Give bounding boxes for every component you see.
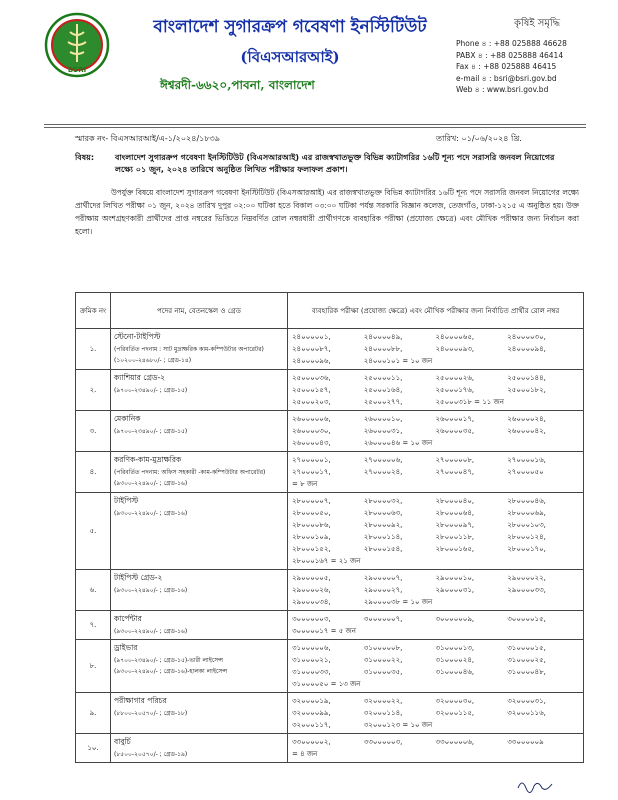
org-header — [120, 14, 460, 97]
row-post — [111, 452, 288, 493]
memo-reference: স্মারক নং- বিএসআরআই/এ-১/২০২৪/১৮৩৯ — [75, 134, 220, 143]
roll-grid — [292, 736, 579, 760]
header-divider-2 — [44, 127, 586, 128]
post-name: কার্পেন্টার — [114, 614, 142, 623]
contact-email[interactable]: e-mail ৪ : bsri@bsri.gov.bd — [456, 73, 557, 83]
roll-number: ৩০০০০০০৭, — [363, 615, 403, 623]
roll-number: ২৭০০০০১৭, — [292, 468, 331, 476]
row-rolls — [288, 329, 584, 370]
table-row — [76, 570, 584, 611]
post-name: স্টেনো-টাইপিস্ট — [114, 332, 161, 341]
roll-grid — [292, 642, 579, 690]
roll-number: ৩২০০০০৩০, — [435, 697, 475, 705]
roll-number: ২৭০০০০০১, — [292, 456, 331, 464]
roll-number: ৩২০০০০৩১, — [507, 697, 546, 705]
roll-number: ৩০০০০০০৯, — [435, 615, 475, 623]
roll-number: ২৬০০০০৩০, — [292, 427, 331, 435]
row-post — [111, 411, 288, 452]
roll-number: ২৬০০০০৪২, — [507, 427, 546, 435]
post-name: ক্যাশিয়ার গ্রেড-২ — [114, 373, 166, 382]
org-address: ঈশ্বরদী-৬৬২০,পাবনা, বাংলাদেশ — [160, 78, 315, 92]
row-serial: ৬. — [76, 570, 111, 611]
roll-number: ২৮০০০০০৭, — [292, 497, 331, 505]
roll-number: ৩৩০০০০০৩, — [363, 738, 403, 746]
roll-number: ২৬০০০০২৪, — [507, 415, 546, 423]
roll-number: ৩০০০০০১৫, — [507, 615, 546, 623]
roll-number: ৩১০০০০৪৬, — [435, 668, 475, 676]
roll-number: ৩১০০০০৫০ = ১৩ জন — [292, 680, 361, 688]
row-serial: ৪. — [76, 452, 111, 493]
roll-grid — [292, 613, 579, 637]
subject-block — [75, 152, 565, 176]
roll-number: ৩১০০০০৩৩, — [292, 668, 331, 676]
bsri-logo — [44, 12, 110, 78]
roll-number: ২৫০০০০৩৬, — [292, 374, 331, 382]
post-scale: (৯৭০০-২৩৪৯০/- ; গ্রেড-১৫) — [114, 387, 188, 394]
roll-number: ২৯০০০০২৬, — [292, 586, 331, 594]
roll-number: ২৪০০০০৯৪, — [507, 345, 546, 353]
row-rolls — [288, 370, 584, 411]
roll-number: ২৯০০০০১০, — [435, 574, 475, 582]
roll-number: ২৮০০০১৭০, — [507, 545, 546, 553]
roll-number: ২৪০০০০০১, — [292, 333, 331, 341]
roll-number: ২৫০০০৩১৮ = ১১ জন — [435, 398, 504, 406]
roll-number: ২৪০০০০৮৭, — [292, 345, 331, 353]
roll-number: ২৬০০০০৩১, — [363, 427, 403, 435]
row-rolls — [288, 640, 584, 693]
roll-number: ২৭০০০০১৬, — [507, 456, 546, 464]
roll-number: ২৯০০০০২৭, — [363, 586, 403, 594]
roll-number: ২৮০০০০৬৪, — [435, 509, 475, 517]
roll-number: ২৮০০০১৫২, — [292, 545, 331, 553]
contact-web[interactable]: Web ৪ : www.bsri.gov.bd — [456, 85, 549, 94]
table-row — [76, 329, 584, 370]
roll-number: ২৭০০০০২৪, — [363, 468, 403, 476]
roll-number: ২৪০০০০৯৬, — [292, 357, 331, 365]
row-post — [111, 693, 288, 734]
post-name: মেকানিক — [114, 414, 141, 423]
roll-number: ৩২০০০১১৭, — [292, 721, 331, 729]
roll-number: ২৮০০০০৮৬, — [292, 521, 331, 529]
roll-number: ৩১০০০০৩৫, — [363, 668, 403, 676]
subject-label: বিষয়: — [75, 153, 95, 162]
post-scale: (৯৩০০-২২৪৯০/- ; গ্রেড-১৬) — [114, 480, 188, 487]
roll-number: ২৫০০০১৪৪, — [507, 374, 546, 382]
post-name: টাইপিস্ট গ্রেড-২ — [114, 573, 163, 582]
post-scale: (৯৩০০-২২৪৯০/- ; গ্রেড-১৬)-হালকা লাইসেন্স — [114, 668, 228, 675]
row-rolls — [288, 693, 584, 734]
header-post: পদের নাম, বেতনস্কেল ও গ্রেড — [111, 293, 288, 329]
contact-pabx: PABX ৪ : +88 025888 46414 — [456, 50, 564, 60]
roll-number: ৩২০০০১২৩ = ১০ জন — [363, 721, 433, 729]
roll-number: ২৫০০০১৮২, — [507, 386, 546, 394]
roll-number: ২৮০০০০৪৬, — [507, 497, 546, 505]
row-serial: ৭. — [76, 611, 111, 640]
table-header-row — [76, 293, 584, 329]
roll-number: ২৬০০০০০৬, — [292, 415, 331, 423]
roll-number: ২৮০০০০৩২, — [363, 497, 403, 505]
row-rolls — [288, 493, 584, 570]
row-rolls — [288, 411, 584, 452]
roll-number: ৩২০০০০৯৯, — [292, 709, 331, 717]
roll-number: ৩১০০০০৪৮, — [507, 668, 546, 676]
row-post — [111, 611, 288, 640]
roll-number: ২৮০০০১৬৭ = ২১ জন — [292, 557, 361, 565]
roll-number: ২৮০০০০৯২, — [363, 521, 403, 529]
roll-number: ৩০০০০০১৭ = ৫ জন — [292, 627, 356, 635]
roll-number: ৩২০০০০২২, — [363, 697, 403, 705]
row-serial: ৮. — [76, 640, 111, 693]
roll-number: ২৭০০০০০৮, — [435, 456, 475, 464]
post-scale: (৮৫০০-২০৫৭০/- ; গ্রেড-১৯) — [114, 751, 188, 758]
roll-number: ২৪০০০০৪৯, — [363, 333, 403, 341]
row-post — [111, 370, 288, 411]
roll-number: ২৬০০০০৩৫, — [435, 427, 475, 435]
roll-number: ২৪০০০০৬৫, — [435, 333, 475, 341]
roll-number: ২৮০০০১২৪, — [507, 533, 546, 541]
roll-number: ২৭০০০০৪৭, — [435, 468, 475, 476]
table-row — [76, 411, 584, 452]
roll-number: ২৪০০০০৯৩, — [435, 345, 475, 353]
roll-number: ২৫০০০০১১, — [363, 374, 403, 382]
roll-number: ২৮০০০১১৮, — [435, 533, 475, 541]
roll-number: = ৪ জন — [292, 750, 318, 758]
roll-grid — [292, 454, 579, 490]
row-rolls — [288, 734, 584, 763]
roll-number: ২৪০০০০৩০, — [507, 333, 546, 341]
header-divider — [44, 124, 586, 125]
roll-number: ২৯০০০০৩৮ = ১০ জন — [363, 598, 433, 606]
table-row — [76, 611, 584, 640]
roll-number: ৩৩০০০০০২, — [292, 738, 331, 746]
table-row — [76, 693, 584, 734]
table-row — [76, 370, 584, 411]
roll-number: ৩০০০০০০৩, — [292, 615, 331, 623]
roll-number: ২৮০০০০৬৩, — [363, 509, 403, 517]
roll-number: ৩১০০০০২২, — [363, 656, 403, 664]
contact-fax: Fax ৪ : +88 025888 46415 — [456, 62, 557, 71]
post-scale: (১০২০০-২৪৬৮০/- ; গ্রেড-১৪) — [114, 357, 192, 364]
roll-number: ৩২০০০০১৯, — [292, 697, 331, 705]
roll-number: ২৬০০০০১০, — [363, 415, 403, 423]
row-rolls — [288, 452, 584, 493]
roll-number: ৩১০০০০০৬, — [292, 644, 331, 652]
roll-number: ২৭০০০০০৬, — [363, 456, 403, 464]
post-scale: (৯৩০০-২২৪৯০/- ; গ্রেড-১৬) — [114, 510, 188, 517]
signature — [516, 776, 556, 794]
roll-number: ৩১০০০০১৩, — [435, 644, 475, 652]
roll-number: ২৮০০০১১৪, — [363, 533, 403, 541]
logo-text: BSRI — [67, 66, 87, 74]
roll-number: = ৮ জন — [292, 480, 318, 488]
roll-number: ২৮০০০১০৯, — [292, 533, 331, 541]
row-serial: ১০. — [76, 734, 111, 763]
roll-number: ২৯০০০০৩১, — [435, 586, 475, 594]
header-serial: ক্রমিক নং — [76, 293, 111, 329]
roll-number: ২৯০০০০০৭, — [363, 574, 403, 582]
roll-number: ২৯০০০০২২, — [507, 574, 546, 582]
post-scale: (৯৩০০-২২৪৯০/- ; গ্রেড-১৬) — [114, 587, 188, 594]
roll-number: ৩১০০০০০৮, — [363, 644, 403, 652]
row-post — [111, 734, 288, 763]
roll-number: ৩২০০০১১৪, — [363, 709, 403, 717]
roll-number: ২৫০০০০২৬, — [435, 374, 475, 382]
row-serial: ৯. — [76, 693, 111, 734]
row-post — [111, 329, 288, 370]
post-name: টাইপিস্ট — [114, 496, 139, 505]
post-subtitle: (৯৭০০-২৩৪৯০/- ; গ্রেড-১৫)-ভারী লাইসেন্স — [114, 657, 223, 664]
post-subtitle: (পরিবর্তিত পদনাম: অফিস সহকারী -কাম-কম্পিউটার অপারেটর) — [114, 469, 266, 476]
roll-number: ২৯০০০০৩৪, — [292, 598, 331, 606]
roll-grid — [292, 495, 579, 567]
roll-number: ২৫০০০১৭৬, — [435, 386, 475, 394]
contact-phone: Phone ৪ : +88 025888 46628 — [456, 39, 567, 48]
org-name: বাংলাদেশ সুগারক্রপ গবেষণা ইনস্টিটিউট — [153, 17, 427, 37]
roll-number: ২৮০০০০৫০, — [292, 509, 331, 517]
memo-date: তারিখ: ০১/০৬/২০২৪ খ্রি. — [436, 134, 522, 143]
roll-number: ৩৩০০০০০৬, — [435, 738, 475, 746]
roll-number: ২৫০০০২০৩, — [292, 398, 331, 406]
post-name: পরীক্ষাগার পরিচর — [114, 696, 167, 705]
roll-number: ২৮০০০০৪০, — [435, 497, 475, 505]
row-post — [111, 640, 288, 693]
table-row — [76, 734, 584, 763]
roll-grid — [292, 572, 579, 608]
roll-number: ৩৩০০০০০৯ — [507, 738, 544, 746]
roll-number: ২৫০০০১৬৪, — [363, 386, 403, 394]
roll-number: ২৫০০০১৫৭, — [292, 386, 331, 394]
roll-number: ৩১০০০০২৫, — [507, 656, 546, 664]
org-abbr: (বিএসআরআই) — [240, 48, 340, 66]
subject-text: বাংলাদেশ সুগারক্রপ গবেষণা ইনস্টিটিউট (বিএসআরআই) এর রাজস্বখাতভুক্ত বিভিন্ন ক্যাটাগরির ১৬টি শূন্য পদে সরাসরি জনবল নিয়োগের লক্ষ্যে ০১ জুন, ২০২৪ তারিখে অনুষ্ঠিত লিখিত পরীক্ষার ফলাফল প্রকাশ। — [115, 153, 555, 174]
roll-number: ২৮০০০০৯৭, — [435, 521, 475, 529]
row-serial: ৫. — [76, 493, 111, 570]
roll-number: ২৫০০০২৭৭, — [363, 398, 403, 406]
contact-block — [456, 38, 567, 96]
table-row — [76, 493, 584, 570]
row-rolls — [288, 611, 584, 640]
roll-grid — [292, 331, 579, 367]
roll-number: ২৪০০০০৮৮, — [363, 345, 403, 353]
results-table — [75, 292, 584, 763]
roll-number: ৩২০০০১১৬, — [507, 709, 546, 717]
roll-number: ২৮০০০০৬৯, — [507, 509, 546, 517]
roll-number: ২৯০০০০০৫, — [292, 574, 331, 582]
roll-number: ২৯০০০০৩৩, — [507, 586, 546, 594]
post-scale: (৯৭০০-২৩৪৯০/- ; গ্রেড-১৫) — [114, 428, 188, 435]
org-motto: কৃষিই সমৃদ্ধি — [514, 18, 561, 29]
row-post — [111, 493, 288, 570]
roll-grid — [292, 413, 579, 449]
roll-number: ২৮০০০১৫৪, — [363, 545, 403, 553]
roll-number: ২৬০০০০১৭, — [435, 415, 475, 423]
table-row — [76, 640, 584, 693]
table-row — [76, 452, 584, 493]
header-rolls: ব্যবহারিক পরীক্ষা (প্রযোজ্য ক্ষেত্রে) এবং মৌখিক পরীক্ষার জন্য নির্বাচিত প্রার্থীর রোল নম্বর — [288, 293, 584, 329]
post-name: ড্রাইভার — [114, 643, 138, 652]
row-serial: ২. — [76, 370, 111, 411]
post-name: করণিক-কাম-মুদ্রাক্ষরিক — [114, 455, 182, 464]
roll-number: ৩১০০০০১৫, — [507, 644, 546, 652]
row-rolls — [288, 570, 584, 611]
roll-number: ২৭০০০০৫০ — [507, 468, 544, 476]
roll-number: ৩১০০০০২৪, — [435, 656, 475, 664]
roll-grid — [292, 695, 579, 731]
body-paragraph: উপর্যুক্ত বিষয়ে বাংলাদেশ সুগারক্রপ গবেষণা ইনস্টিটিউট (বিএসআরআই) এর রাজস্বখাতভুক্ত বিভিন্ন ক্যাটাগরির ১৬টি শূন্য পদে সরাসরি জনবল নিয়োগের লক্ষ্যে প্রার্থীদের লিখিত পরীক্ষা ০১ জুন, ২০২৪ তারিখ দুপুর ০২:০০ ঘটিকা হতে বিকাল ০৩:০০ ঘটিকা পর্যন্ত সরকারি বিজ্ঞান কলেজ, তেজগাঁও, ঢাকা-১২১৫ এ অনুষ্ঠিত হয়। উক্ত পরীক্ষায় অংশগ্রহণকারী প্রার্থীদের প্রাপ্ত নম্বরের ভিত্তিতে নিম্নবর্ণিত রোল নম্বরধারী প্রার্থীগণকে ব্যবহারিক পরীক্ষা (প্রযোজ্য ক্ষেত্রে) এবং মৌখিক পরীক্ষার জন্য নির্বাচন করা হলো। — [75, 188, 579, 236]
roll-number: ২৬০০০০৪৩, — [292, 439, 331, 447]
roll-number: ৩২০০০১১৫, — [435, 709, 475, 717]
post-subtitle: (পরিবর্তিত পদনাম : সাট মুদ্রাক্ষরিক কাম-কম্পিউটার অপারেটর) — [114, 346, 264, 353]
roll-number: ৩১০০০০২১, — [292, 656, 331, 664]
post-scale: (৮৮০০-২০৫৭০/- ; গ্রেড-১৮) — [114, 710, 188, 717]
post-name: বাবুর্চি — [114, 737, 131, 746]
roll-number: ২৮০০০১০৩, — [507, 521, 546, 529]
roll-grid — [292, 372, 579, 408]
row-serial: ১. — [76, 329, 111, 370]
roll-number: ২৬০০০০৪৬ = ১০ জন — [363, 439, 433, 447]
post-scale: (৯৩০০-২২৪৯০/- ; গ্রেড-১৬) — [114, 628, 188, 635]
row-serial: ৩. — [76, 411, 111, 452]
roll-number: ২৮০০০১৬৫, — [435, 545, 475, 553]
roll-number: ২৪০০০১০১ = ১০ জন — [363, 357, 433, 365]
row-post — [111, 570, 288, 611]
